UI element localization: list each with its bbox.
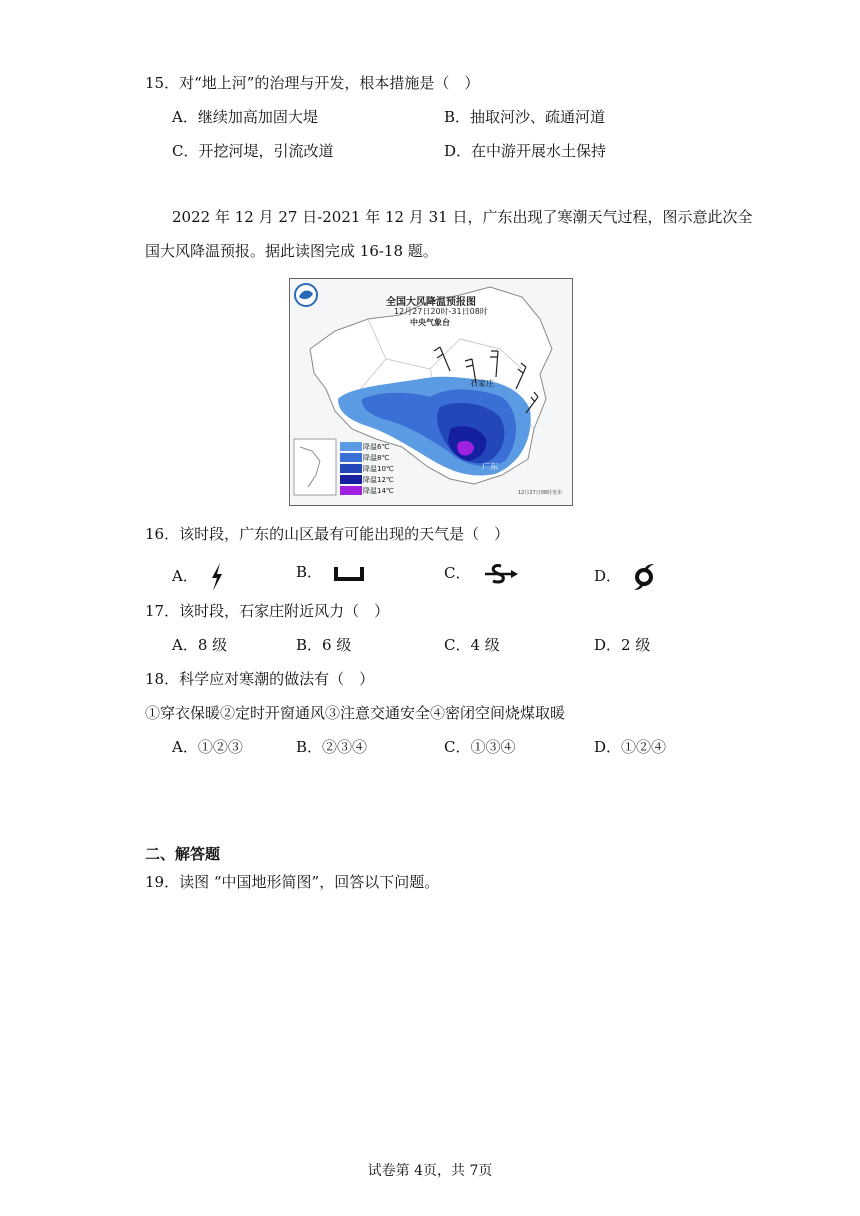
q18-option-a: A．①②③ (172, 738, 243, 756)
map-legend (340, 441, 394, 496)
legend-swatch (340, 475, 362, 484)
q19-stem: 19．读图 “中国地形简图”，回答以下问题。 (145, 873, 440, 891)
map-city-label: 石家庄 (470, 379, 494, 388)
q17-option-c: C．4 级 (444, 636, 500, 654)
legend-item: 降温8℃ (340, 452, 394, 463)
q15-option-d: D．在中游开展水土保持 (444, 142, 607, 160)
q15-option-a: A．继续加高加固大堤 (172, 108, 318, 126)
q17-option-d: D．2 级 (594, 636, 651, 654)
q16-option-d: D． (594, 562, 656, 592)
q16-option-b: B． (296, 562, 365, 583)
map-agency: 中央气象台 (410, 318, 450, 327)
q17-stem: 17．该时段，石家庄附近风力（ ） (145, 602, 390, 620)
legend-item: 降温12℃ (340, 474, 394, 485)
q17-option-b: B．6 级 (296, 636, 352, 654)
q16-stem: 16．该时段，广东的山区最有可能出现的天气是（ ） (145, 525, 510, 543)
q15-stem: 15．对“地上河”的治理与开发，根本措施是（ ） (145, 74, 480, 92)
lightning-icon (209, 562, 225, 592)
q16-option-a: A． (172, 562, 225, 592)
map-province-label: 广东 (482, 462, 498, 471)
legend-swatch (340, 442, 362, 451)
fog-bracket-icon (333, 563, 365, 583)
q15-option-b: B．抽取河沙、疏通河道 (444, 108, 606, 126)
legend-item: 降温10℃ (340, 463, 394, 474)
section-2-title: 二、解答题 (145, 845, 221, 863)
q15-option-c: C．开挖河堤，引流改道 (172, 142, 334, 160)
passage-line-1: 2022 年 12 月 27 日-2021 年 12 月 31 日，广东出现了寒潮天气过程，图示意此次全 (172, 208, 753, 226)
legend-item: 降温6℃ (340, 441, 394, 452)
page-footer: 试卷第 4页，共 7页 (367, 1163, 493, 1179)
q16-option-c: C． (444, 562, 521, 586)
legend-swatch (340, 464, 362, 473)
legend-item: 降温14℃ (340, 485, 394, 496)
q18-option-b: B．②③④ (296, 738, 368, 756)
typhoon-icon (632, 562, 656, 592)
map-credit: 12月27日08时发布 (518, 490, 563, 496)
legend-swatch (340, 453, 362, 462)
q18-statements: ①穿衣保暖②定时开窗通风③注意交通安全④密闭空间烧煤取暖 (145, 704, 566, 722)
map-title: 全国大风降温预报图 (386, 297, 476, 308)
q18-stem: 18．科学应对寒潮的做法有（ ） (145, 670, 375, 688)
sandstorm-icon (481, 562, 521, 586)
q18-option-c: C．①③④ (444, 738, 516, 756)
cold-wave-forecast-map (289, 278, 573, 506)
q17-option-a: A．8 级 (172, 636, 228, 654)
q18-option-d: D．①②④ (594, 738, 667, 756)
map-subtitle: 12月27日20时-31日08时 (394, 307, 488, 316)
legend-swatch (340, 486, 362, 495)
passage-line-2: 国大风降温预报。据此读图完成 16-18 题。 (145, 242, 438, 260)
